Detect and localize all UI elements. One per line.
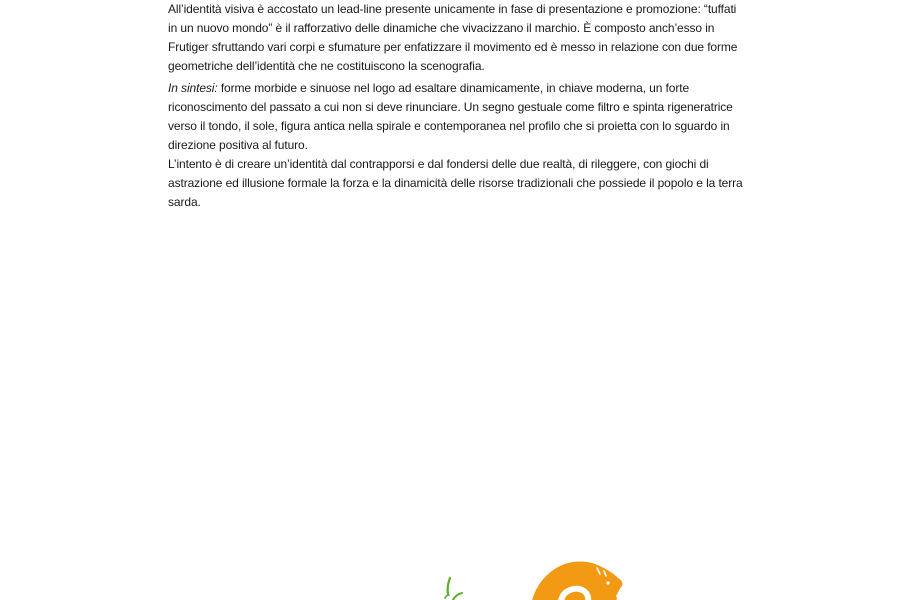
paragraph-leadline xyxy=(168,0,746,76)
paragraph-text: L’intento è di creare un’identità dal contrapporsi e dal fondersi delle due realtà, di rileggere, con giochi di astrazione ed illusione formale la forza e la dinamicità delle risorse tradizionali che possiede il popolo e la terra sarda. xyxy=(168,157,743,209)
paragraph-lead: In sintesi: xyxy=(168,81,218,95)
paragraph-intent xyxy=(168,155,746,212)
leaf-strokes-icon xyxy=(445,578,462,600)
sun-head-icon xyxy=(530,562,622,600)
sun-spiral-profile-logo-icon xyxy=(438,556,628,600)
sun-spiral-logo xyxy=(438,556,628,600)
paragraph-text: All’identità visiva è accostato un lead-line presente unicamente in fase di presentazione e promozione: “tuffati in un nuovo mondo” è il rafforzativo delle dinamiche che vivacizzano il marchio. È composto anch’esso in Frutiger sfruttando vari corpi e sfumature per enfatizzare il movimento ed è messo in relazione con due forme geometriche dell’identità che ne costituiscono la scenografia. xyxy=(168,2,738,73)
body-text xyxy=(168,0,746,212)
paragraph-text: forme morbide e sinuose nel logo ad esaltare dinamicamente, in chiave moderna, un forte riconoscimento del passato a cui non si deve rinunciare. Un segno gestuale come filtro e spinta rigeneratrice verso il tondo, il sole, figura antica nella spirale e contemporanea nel profilo che si proietta con lo sguardo in direzione positiva al futuro. xyxy=(168,81,733,152)
paragraph-summary xyxy=(168,79,746,155)
